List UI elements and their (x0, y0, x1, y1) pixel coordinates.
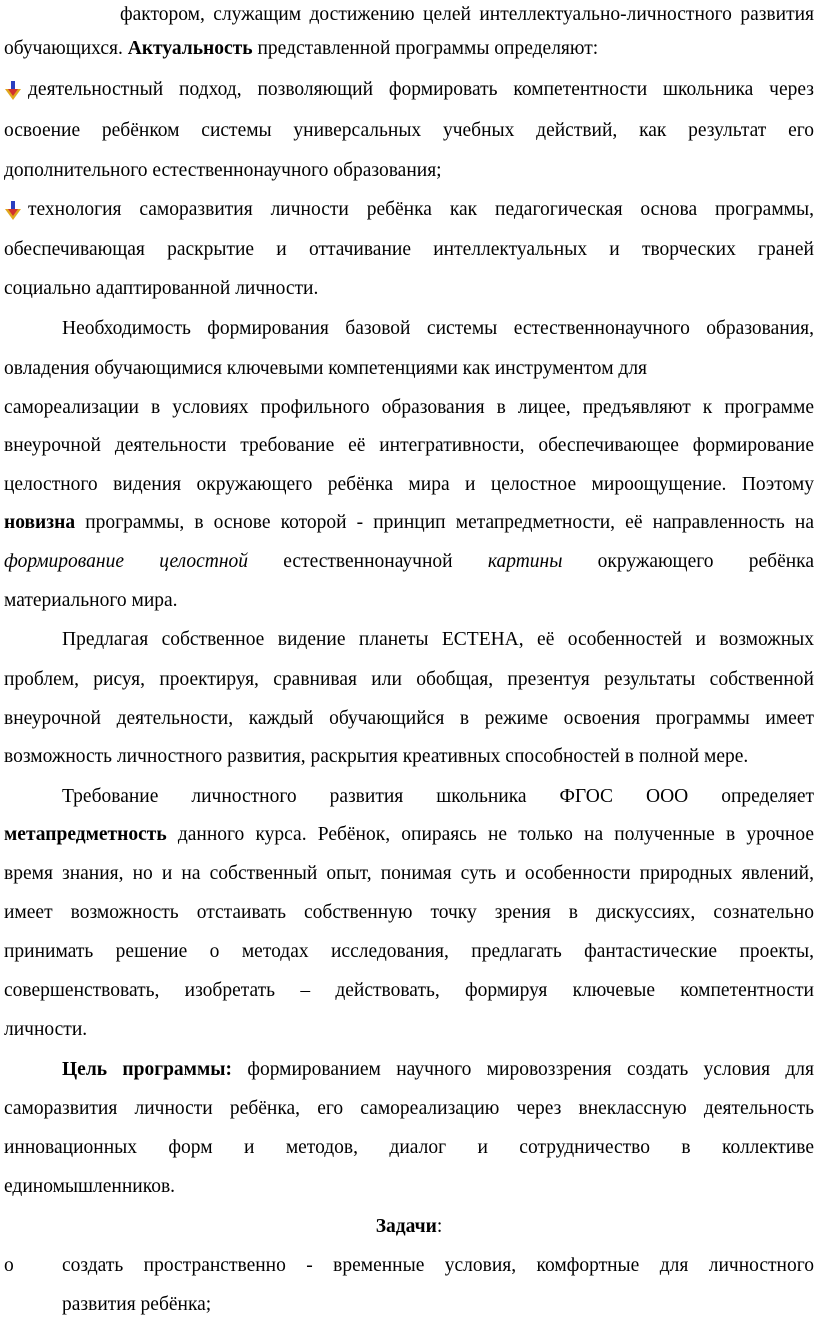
bullet-1-line-3: дополнительного естественнонаучного образования; (4, 160, 442, 181)
goal-line-1: Цель программы: формированием научного мировоззрения создать условия для (62, 1059, 815, 1080)
need-line-8: материального мира. (4, 590, 178, 611)
task-1-line-1: создать пространственно - временные условия, комфортные для личностного (62, 1255, 814, 1276)
fgos-line-7: личности. (4, 1019, 88, 1040)
intro-line-2: обучающихся. Актуальность представленной программы определяют: (4, 38, 599, 59)
actuality-term: Актуальность (127, 38, 253, 59)
need-line-3: самореализации в условиях профильного образования в лицее, предъявляют к программе (4, 397, 814, 418)
fgos-line-6: совершенствовать, изобретать – действовать, формируя ключевые компетентности (4, 980, 814, 1001)
list-marker: o (4, 1255, 14, 1276)
bullet-2-line-2: обеспечивающая раскрытие и оттачивание интеллектуальных и творческих граней (4, 239, 814, 260)
vision-line-2: проблем, рисуя, проектируя, сравнивая или обобщая, презентуя результаты собственной (4, 669, 814, 690)
fgos-line-1: Требование личностного развития школьника ФГОС ООО определяет (62, 786, 814, 807)
need-line-7: формирование целостной естественнонаучной картины окружающего ребёнка (4, 551, 814, 572)
task-1-line-2: развития ребёнка; (62, 1294, 212, 1315)
need-line-1: Необходимость формирования базовой системы естественнонаучного образования, (62, 318, 814, 339)
bullet-1-line-2: освоение ребёнком системы универсальных учебных действий, как результат его (4, 120, 814, 141)
goal-line-4: единомышленников. (4, 1176, 176, 1197)
need-line-6: новизна программы, в основе которой - принцип метапредметности, её направленность на (4, 512, 814, 533)
need-line-4: внеурочной деятельности требование её интегративности, обеспечивающее формирование (4, 435, 814, 456)
goal-line-2: саморазвития личности ребёнка, его самореализацию через внеклассную деятельность (4, 1098, 814, 1119)
metasubject-term: метапредметность (4, 824, 167, 845)
bullet-2-line-1: технология саморазвития личности ребёнка как педагогическая основа программы, (28, 199, 814, 220)
vision-line-3: внеурочной деятельности, каждый обучающийся в режиме освоения программы имеет (4, 708, 814, 729)
vision-line-4: возможность личностного развития, раскрытия креативных способностей в полной мере. (4, 746, 749, 767)
italic-phrase-2: картины (487, 551, 563, 572)
vision-line-1: Предлагая собственное видение планеты ЕСТЕНА, её особенностей и возможных (62, 629, 814, 650)
novelty-term: новизна (4, 512, 76, 533)
bullet-1-line-1: деятельностный подход, позволяющий формировать компетентности школьника через (28, 79, 814, 100)
need-line-2: овладения обучающимися ключевыми компетенциями как инструментом для (4, 358, 648, 379)
fgos-line-4: имеет возможность отстаивать собственную точку зрения в дискуссиях, сознательно (4, 902, 814, 923)
italic-phrase-1: формирование целостной (4, 551, 249, 572)
fgos-line-2: метапредметность данного курса. Ребёнок, опираясь не только на полученные в урочное (4, 824, 814, 845)
goal-line-3: инновационных форм и методов, диалог и сотрудничество в коллективе (4, 1137, 814, 1158)
goal-term: Цель программы: (62, 1059, 232, 1080)
tasks-heading-text: Задачи (375, 1216, 437, 1237)
fgos-line-5: принимать решение о методах исследования, предлагать фантастические проекты, (4, 941, 814, 962)
intro-line-1: фактором, служащим достижению целей интеллектуально-личностного развития (120, 4, 814, 25)
need-line-5: целостного видения окружающего ребёнка мира и целостное мироощущение. Поэтому (4, 474, 814, 495)
tasks-heading: Задачи: (375, 1216, 443, 1237)
fgos-line-3: время знания, но и на собственный опыт, понимая суть и особенности природных явлений, (4, 863, 814, 884)
bullet-2-line-3: социально адаптированной личности. (4, 278, 319, 299)
